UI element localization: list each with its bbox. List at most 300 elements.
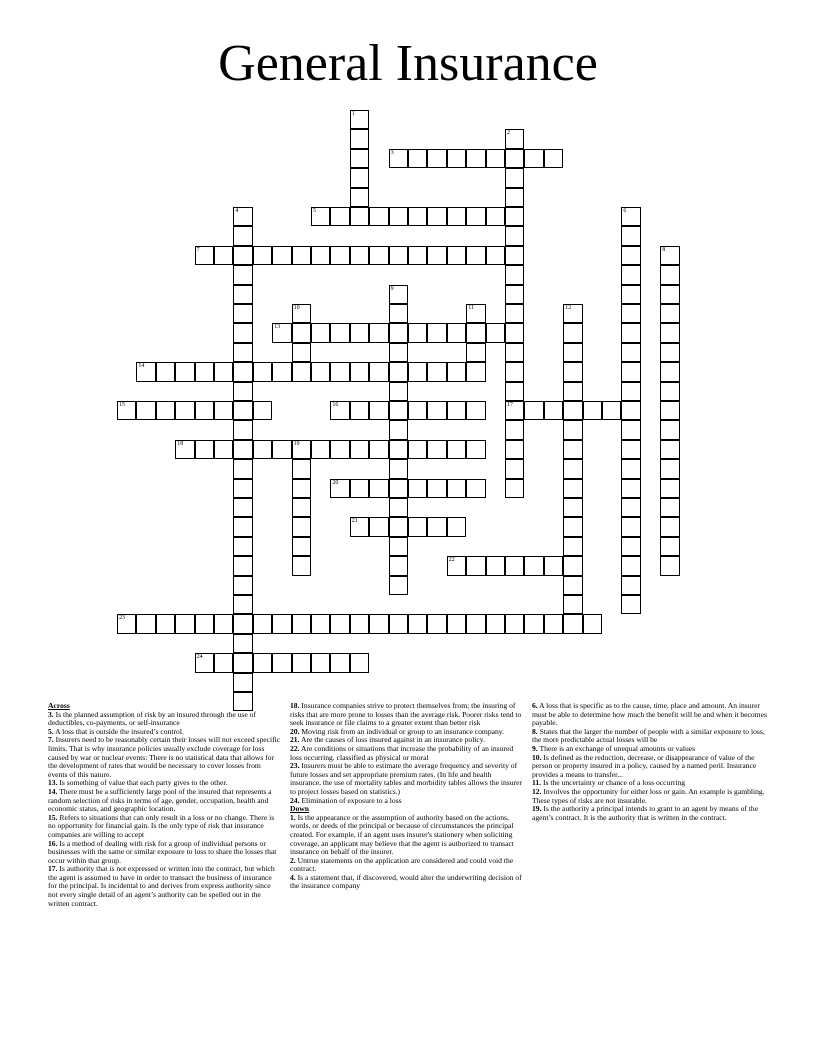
grid-cell[interactable] bbox=[505, 304, 524, 323]
grid-cell[interactable] bbox=[505, 614, 524, 633]
grid-cell[interactable] bbox=[233, 653, 252, 672]
grid-cell[interactable] bbox=[233, 498, 252, 517]
grid-cell[interactable] bbox=[660, 401, 679, 420]
grid-cell[interactable] bbox=[621, 537, 640, 556]
grid-cell[interactable] bbox=[447, 556, 466, 575]
clue-text: Insurance companies strive to protect themselves from; the insuring of risks that are more prone to losses than the average risk. Poorer risks tend to seek insurance or file claims to a greater extent than better risk bbox=[290, 701, 522, 728]
grid-cell[interactable] bbox=[195, 653, 214, 672]
grid-cell[interactable] bbox=[311, 440, 330, 459]
grid-cell[interactable] bbox=[233, 285, 252, 304]
grid-cell[interactable] bbox=[389, 323, 408, 342]
grid-cell[interactable] bbox=[544, 614, 563, 633]
grid-cell[interactable] bbox=[505, 323, 524, 342]
grid-cell[interactable] bbox=[408, 614, 427, 633]
grid-cell[interactable] bbox=[621, 226, 640, 245]
grid-cell[interactable] bbox=[389, 382, 408, 401]
grid-cell[interactable] bbox=[621, 382, 640, 401]
grid-cell[interactable] bbox=[621, 207, 640, 226]
grid-cell[interactable] bbox=[447, 401, 466, 420]
grid-cell[interactable] bbox=[660, 343, 679, 362]
grid-cell[interactable] bbox=[486, 323, 505, 342]
grid-cell[interactable] bbox=[369, 246, 388, 265]
grid-cell[interactable] bbox=[563, 459, 582, 478]
grid-cell[interactable] bbox=[563, 382, 582, 401]
grid-cell[interactable] bbox=[505, 188, 524, 207]
clue-number: 6 bbox=[623, 208, 627, 214]
grid-cell[interactable] bbox=[330, 479, 349, 498]
grid-cell[interactable] bbox=[563, 401, 582, 420]
clue-number: 9 bbox=[390, 285, 394, 292]
grid-cell[interactable] bbox=[369, 362, 388, 381]
grid-cell[interactable] bbox=[233, 595, 252, 614]
grid-cell[interactable] bbox=[233, 362, 252, 381]
down-clue bbox=[532, 702, 770, 728]
grid-cell[interactable] bbox=[660, 420, 679, 439]
clue-num: 3. bbox=[48, 709, 54, 719]
grid-cell[interactable] bbox=[195, 246, 214, 265]
grid-cell[interactable] bbox=[389, 498, 408, 517]
grid-cell[interactable] bbox=[427, 207, 446, 226]
grid-cell[interactable] bbox=[524, 149, 543, 168]
grid-cell[interactable] bbox=[175, 401, 194, 420]
grid-cell[interactable] bbox=[486, 246, 505, 265]
grid-cell[interactable] bbox=[466, 207, 485, 226]
grid-cell[interactable] bbox=[389, 149, 408, 168]
grid-cell[interactable] bbox=[175, 614, 194, 633]
grid-cell[interactable] bbox=[486, 207, 505, 226]
grid-cell[interactable] bbox=[447, 479, 466, 498]
grid-cell[interactable] bbox=[621, 362, 640, 381]
grid-cell[interactable] bbox=[233, 246, 252, 265]
grid-cell[interactable] bbox=[563, 479, 582, 498]
grid-cell[interactable] bbox=[233, 537, 252, 556]
grid-cell[interactable] bbox=[466, 343, 485, 362]
grid-cell[interactable] bbox=[408, 479, 427, 498]
grid-cell[interactable] bbox=[233, 323, 252, 342]
grid-cell[interactable] bbox=[583, 401, 602, 420]
grid-cell[interactable] bbox=[214, 401, 233, 420]
grid-cell[interactable] bbox=[117, 401, 136, 420]
grid-cell[interactable] bbox=[369, 207, 388, 226]
grid-cell[interactable] bbox=[505, 246, 524, 265]
grid-cell[interactable] bbox=[660, 498, 679, 517]
grid-cell[interactable] bbox=[621, 595, 640, 614]
grid-cell[interactable] bbox=[466, 362, 485, 381]
grid-cell[interactable] bbox=[350, 653, 369, 672]
grid-cell[interactable] bbox=[408, 246, 427, 265]
grid-cell[interactable] bbox=[214, 614, 233, 633]
grid-cell[interactable] bbox=[563, 576, 582, 595]
clue-number: 4 bbox=[235, 208, 239, 214]
grid-cell[interactable] bbox=[389, 304, 408, 323]
grid-cell[interactable] bbox=[505, 265, 524, 284]
grid-cell[interactable] bbox=[660, 246, 679, 265]
clue-number: 5 bbox=[313, 208, 316, 214]
grid-cell[interactable] bbox=[389, 440, 408, 459]
grid-cell[interactable] bbox=[311, 362, 330, 381]
grid-cell[interactable] bbox=[350, 401, 369, 420]
grid-cell[interactable] bbox=[505, 168, 524, 187]
across-clue bbox=[48, 840, 282, 866]
grid-cell[interactable] bbox=[408, 517, 427, 536]
clue-text: Insurers must be able to estimate the average frequency and severity of future losses and set appropriate premium rates. (In life and health insurance, the use of mortality tables and morbidity tables allows the insurer to project losses based on statistics.) bbox=[290, 761, 522, 796]
grid-cell[interactable] bbox=[505, 207, 524, 226]
grid-cell[interactable] bbox=[621, 420, 640, 439]
grid-cell[interactable] bbox=[136, 401, 155, 420]
grid-cell[interactable] bbox=[389, 285, 408, 304]
grid-cell[interactable] bbox=[292, 343, 311, 362]
grid-cell[interactable] bbox=[272, 440, 291, 459]
grid-cell[interactable] bbox=[505, 459, 524, 478]
grid-cell[interactable] bbox=[253, 614, 272, 633]
grid-cell[interactable] bbox=[583, 614, 602, 633]
grid-cell[interactable] bbox=[563, 440, 582, 459]
grid-cell[interactable] bbox=[175, 440, 194, 459]
grid-cell[interactable] bbox=[505, 420, 524, 439]
grid-cell[interactable] bbox=[233, 304, 252, 323]
grid-cell[interactable] bbox=[292, 653, 311, 672]
grid-cell[interactable] bbox=[486, 149, 505, 168]
grid-cell[interactable] bbox=[292, 459, 311, 478]
grid-cell[interactable] bbox=[350, 440, 369, 459]
grid-cell[interactable] bbox=[486, 556, 505, 575]
grid-cell[interactable] bbox=[466, 556, 485, 575]
grid-cell[interactable] bbox=[214, 362, 233, 381]
grid-cell[interactable] bbox=[292, 498, 311, 517]
grid-cell[interactable] bbox=[563, 537, 582, 556]
clue-number: 10 bbox=[293, 305, 300, 311]
grid-cell[interactable] bbox=[621, 401, 640, 420]
grid-cell[interactable] bbox=[563, 498, 582, 517]
grid-cell[interactable] bbox=[408, 323, 427, 342]
grid-cell[interactable] bbox=[233, 265, 252, 284]
grid-cell[interactable] bbox=[447, 440, 466, 459]
grid-cell[interactable] bbox=[253, 401, 272, 420]
grid-cell[interactable] bbox=[563, 362, 582, 381]
grid-cell[interactable] bbox=[389, 576, 408, 595]
grid-cell[interactable] bbox=[389, 614, 408, 633]
grid-cell[interactable] bbox=[563, 556, 582, 575]
grid-cell[interactable] bbox=[350, 207, 369, 226]
grid-cell[interactable] bbox=[233, 479, 252, 498]
grid-cell[interactable] bbox=[214, 440, 233, 459]
grid-cell[interactable] bbox=[272, 323, 291, 342]
clue-text: Insurers need to be reasonably certain their losses will not exceed specific limits. That is why insurance policies usually exclude coverage for loss caused by war or nuclear events: There is no statistical data that allows for the development of rates that would be necessary to cover losses from events of this nature. bbox=[48, 735, 281, 779]
grid-cell[interactable] bbox=[427, 440, 446, 459]
grid-cell[interactable] bbox=[389, 343, 408, 362]
clue-number: 3 bbox=[390, 149, 394, 156]
grid-cell[interactable] bbox=[621, 304, 640, 323]
grid-cell[interactable] bbox=[563, 614, 582, 633]
clue-text: Is the appearance or the assumption of authority based on the actions, words, or deeds of the principal or because of circumstances the principal created. For example, if an agent uses insurer's stationery when soliciting coverage, an applicant may believe that the agent is authorized to transact insurance on behalf of the insurer. bbox=[290, 812, 514, 857]
grid-cell[interactable] bbox=[369, 440, 388, 459]
grid-cell[interactable] bbox=[156, 401, 175, 420]
grid-cell[interactable] bbox=[544, 149, 563, 168]
grid-cell[interactable] bbox=[544, 556, 563, 575]
grid-cell[interactable] bbox=[253, 440, 272, 459]
grid-cell[interactable] bbox=[350, 246, 369, 265]
grid-cell[interactable] bbox=[544, 401, 563, 420]
grid-cell[interactable] bbox=[563, 343, 582, 362]
grid-cell[interactable] bbox=[621, 556, 640, 575]
grid-cell[interactable] bbox=[447, 614, 466, 633]
grid-cell[interactable] bbox=[660, 440, 679, 459]
down-clue bbox=[532, 728, 770, 745]
grid-cell[interactable] bbox=[427, 362, 446, 381]
grid-cell[interactable] bbox=[330, 246, 349, 265]
grid-cell[interactable] bbox=[524, 614, 543, 633]
grid-cell[interactable] bbox=[272, 653, 291, 672]
grid-cell[interactable] bbox=[214, 653, 233, 672]
grid-cell[interactable] bbox=[621, 479, 640, 498]
grid-cell[interactable] bbox=[505, 479, 524, 498]
grid-cell[interactable] bbox=[292, 537, 311, 556]
grid-cell[interactable] bbox=[505, 343, 524, 362]
grid-cell[interactable] bbox=[195, 440, 214, 459]
clue-text: Moving risk from an individual or group to an insurance company. bbox=[299, 726, 504, 736]
grid-cell[interactable] bbox=[311, 207, 330, 226]
grid-cell[interactable] bbox=[447, 246, 466, 265]
clue-text: A loss that is specific as to the cause, time, place and amount. An insurer must be able to determine how much the benefit will be and when it becomes payable. bbox=[532, 701, 767, 728]
grid-cell[interactable] bbox=[621, 246, 640, 265]
grid-cell[interactable] bbox=[389, 420, 408, 439]
grid-cell[interactable] bbox=[621, 440, 640, 459]
grid-cell[interactable] bbox=[427, 614, 446, 633]
grid-cell[interactable] bbox=[505, 440, 524, 459]
across-clue-list bbox=[48, 711, 282, 909]
grid-cell[interactable] bbox=[447, 149, 466, 168]
grid-cell[interactable] bbox=[408, 440, 427, 459]
grid-cell[interactable] bbox=[156, 362, 175, 381]
grid-cell[interactable] bbox=[175, 362, 194, 381]
grid-cell[interactable] bbox=[350, 129, 369, 148]
grid-cell[interactable] bbox=[117, 614, 136, 633]
grid-cell[interactable] bbox=[408, 401, 427, 420]
grid-cell[interactable] bbox=[292, 440, 311, 459]
grid-cell[interactable] bbox=[466, 323, 485, 342]
grid-cell[interactable] bbox=[233, 226, 252, 245]
grid-cell[interactable] bbox=[330, 362, 349, 381]
grid-cell[interactable] bbox=[466, 246, 485, 265]
grid-cell[interactable] bbox=[621, 517, 640, 536]
grid-cell[interactable] bbox=[466, 440, 485, 459]
grid-cell[interactable] bbox=[660, 304, 679, 323]
grid-cell[interactable] bbox=[311, 614, 330, 633]
grid-cell[interactable] bbox=[389, 459, 408, 478]
grid-cell[interactable] bbox=[427, 323, 446, 342]
grid-cell[interactable] bbox=[350, 362, 369, 381]
grid-cell[interactable] bbox=[233, 614, 252, 633]
grid-cell[interactable] bbox=[505, 129, 524, 148]
grid-cell[interactable] bbox=[292, 362, 311, 381]
grid-cell[interactable] bbox=[253, 246, 272, 265]
grid-cell[interactable] bbox=[311, 653, 330, 672]
grid-cell[interactable] bbox=[505, 285, 524, 304]
clue-text: Untrue statements on the application are considered and could void the contract. bbox=[290, 855, 514, 874]
grid-cell[interactable] bbox=[292, 246, 311, 265]
grid-cell[interactable] bbox=[389, 479, 408, 498]
clue-num: 8. bbox=[532, 726, 538, 736]
grid-cell[interactable] bbox=[292, 323, 311, 342]
grid-cell[interactable] bbox=[408, 362, 427, 381]
grid-cell[interactable] bbox=[350, 517, 369, 536]
grid-cell[interactable] bbox=[621, 285, 640, 304]
grid-cell[interactable] bbox=[447, 207, 466, 226]
grid-cell[interactable] bbox=[505, 149, 524, 168]
grid-cell[interactable] bbox=[563, 323, 582, 342]
clue-num: 7. bbox=[48, 735, 54, 745]
grid-cell[interactable] bbox=[311, 323, 330, 342]
grid-cell[interactable] bbox=[427, 246, 446, 265]
grid-cell[interactable] bbox=[660, 537, 679, 556]
grid-cell[interactable] bbox=[466, 479, 485, 498]
grid-cell[interactable] bbox=[195, 614, 214, 633]
grid-cell[interactable] bbox=[621, 343, 640, 362]
grid-cell[interactable] bbox=[408, 207, 427, 226]
across-clue bbox=[48, 788, 282, 814]
grid-cell[interactable] bbox=[621, 576, 640, 595]
across-clue bbox=[290, 702, 524, 728]
grid-cell[interactable] bbox=[233, 517, 252, 536]
grid-cell[interactable] bbox=[272, 246, 291, 265]
grid-cell[interactable] bbox=[233, 401, 252, 420]
grid-cell[interactable] bbox=[214, 246, 233, 265]
grid-cell[interactable] bbox=[350, 168, 369, 187]
grid-cell[interactable] bbox=[272, 614, 291, 633]
grid-cell[interactable] bbox=[195, 401, 214, 420]
grid-cell[interactable] bbox=[350, 110, 369, 129]
grid-cell[interactable] bbox=[466, 614, 485, 633]
grid-cell[interactable] bbox=[563, 304, 582, 323]
grid-cell[interactable] bbox=[563, 420, 582, 439]
grid-cell[interactable] bbox=[389, 517, 408, 536]
grid-cell[interactable] bbox=[233, 343, 252, 362]
grid-cell[interactable] bbox=[272, 362, 291, 381]
grid-cell[interactable] bbox=[427, 401, 446, 420]
grid-cell[interactable] bbox=[156, 614, 175, 633]
across-clue bbox=[290, 745, 524, 762]
grid-cell[interactable] bbox=[389, 362, 408, 381]
grid-cell[interactable] bbox=[621, 498, 640, 517]
grid-cell[interactable] bbox=[505, 382, 524, 401]
grid-cell[interactable] bbox=[505, 226, 524, 245]
grid-cell[interactable] bbox=[233, 382, 252, 401]
grid-cell[interactable] bbox=[466, 304, 485, 323]
grid-cell[interactable] bbox=[330, 401, 349, 420]
grid-cell[interactable] bbox=[330, 614, 349, 633]
grid-cell[interactable] bbox=[292, 517, 311, 536]
grid-cell[interactable] bbox=[660, 382, 679, 401]
grid-cell[interactable] bbox=[505, 556, 524, 575]
grid-cell[interactable] bbox=[389, 556, 408, 575]
grid-cell[interactable] bbox=[563, 517, 582, 536]
grid-cell[interactable] bbox=[369, 614, 388, 633]
grid-cell[interactable] bbox=[350, 479, 369, 498]
grid-cell[interactable] bbox=[524, 556, 543, 575]
grid-cell[interactable] bbox=[136, 614, 155, 633]
grid-cell[interactable] bbox=[350, 614, 369, 633]
grid-cell[interactable] bbox=[369, 323, 388, 342]
clue-number: 1 bbox=[351, 111, 355, 117]
grid-cell[interactable] bbox=[447, 323, 466, 342]
grid-cell[interactable] bbox=[292, 556, 311, 575]
grid-cell[interactable] bbox=[427, 149, 446, 168]
grid-cell[interactable] bbox=[660, 517, 679, 536]
down-clue-list-cont bbox=[532, 702, 770, 822]
grid-cell[interactable] bbox=[621, 265, 640, 284]
grid-cell[interactable] bbox=[350, 323, 369, 342]
grid-cell[interactable] bbox=[505, 362, 524, 381]
grid-cell[interactable] bbox=[389, 246, 408, 265]
grid-cell[interactable] bbox=[195, 362, 214, 381]
grid-cell[interactable] bbox=[660, 362, 679, 381]
grid-cell[interactable] bbox=[389, 537, 408, 556]
clue-number: 19 bbox=[293, 440, 300, 447]
grid-cell[interactable] bbox=[330, 653, 349, 672]
grid-cell[interactable] bbox=[389, 401, 408, 420]
grid-cell[interactable] bbox=[369, 517, 388, 536]
grid-cell[interactable] bbox=[466, 149, 485, 168]
grid-cell[interactable] bbox=[233, 556, 252, 575]
grid-cell[interactable] bbox=[427, 479, 446, 498]
grid-cell[interactable] bbox=[427, 517, 446, 536]
grid-cell[interactable] bbox=[621, 323, 640, 342]
grid-cell[interactable] bbox=[621, 459, 640, 478]
grid-cell[interactable] bbox=[408, 149, 427, 168]
grid-cell[interactable] bbox=[330, 440, 349, 459]
grid-cell[interactable] bbox=[505, 401, 524, 420]
grid-cell[interactable] bbox=[447, 362, 466, 381]
clue-num: 18. bbox=[290, 701, 300, 710]
grid-cell[interactable] bbox=[369, 479, 388, 498]
grid-cell[interactable] bbox=[292, 614, 311, 633]
grid-cell[interactable] bbox=[447, 517, 466, 536]
grid-cell[interactable] bbox=[233, 420, 252, 439]
grid-cell[interactable] bbox=[466, 401, 485, 420]
grid-cell[interactable] bbox=[563, 595, 582, 614]
grid-cell[interactable] bbox=[292, 479, 311, 498]
grid-cell[interactable] bbox=[233, 673, 252, 692]
grid-cell[interactable] bbox=[350, 149, 369, 168]
grid-cell[interactable] bbox=[233, 634, 252, 653]
grid-cell[interactable] bbox=[660, 556, 679, 575]
grid-cell[interactable] bbox=[486, 614, 505, 633]
grid-cell[interactable] bbox=[233, 576, 252, 595]
grid-cell[interactable] bbox=[350, 188, 369, 207]
grid-cell[interactable] bbox=[233, 207, 252, 226]
grid-cell[interactable] bbox=[233, 440, 252, 459]
down-clue bbox=[290, 874, 524, 891]
grid-cell[interactable] bbox=[253, 653, 272, 672]
grid-cell[interactable] bbox=[253, 362, 272, 381]
grid-cell[interactable] bbox=[660, 479, 679, 498]
grid-cell[interactable] bbox=[524, 401, 543, 420]
grid-cell[interactable] bbox=[136, 362, 155, 381]
grid-cell[interactable] bbox=[330, 323, 349, 342]
grid-cell[interactable] bbox=[369, 401, 388, 420]
grid-cell[interactable] bbox=[330, 207, 349, 226]
grid-cell[interactable] bbox=[233, 459, 252, 478]
grid-cell[interactable] bbox=[311, 246, 330, 265]
grid-cell[interactable] bbox=[660, 285, 679, 304]
grid-cell[interactable] bbox=[660, 459, 679, 478]
grid-cell[interactable] bbox=[292, 304, 311, 323]
clue-number: 15 bbox=[119, 402, 125, 408]
grid-cell[interactable] bbox=[660, 265, 679, 284]
grid-cell[interactable] bbox=[389, 207, 408, 226]
grid-cell[interactable] bbox=[660, 323, 679, 342]
grid-cell[interactable] bbox=[602, 401, 621, 420]
